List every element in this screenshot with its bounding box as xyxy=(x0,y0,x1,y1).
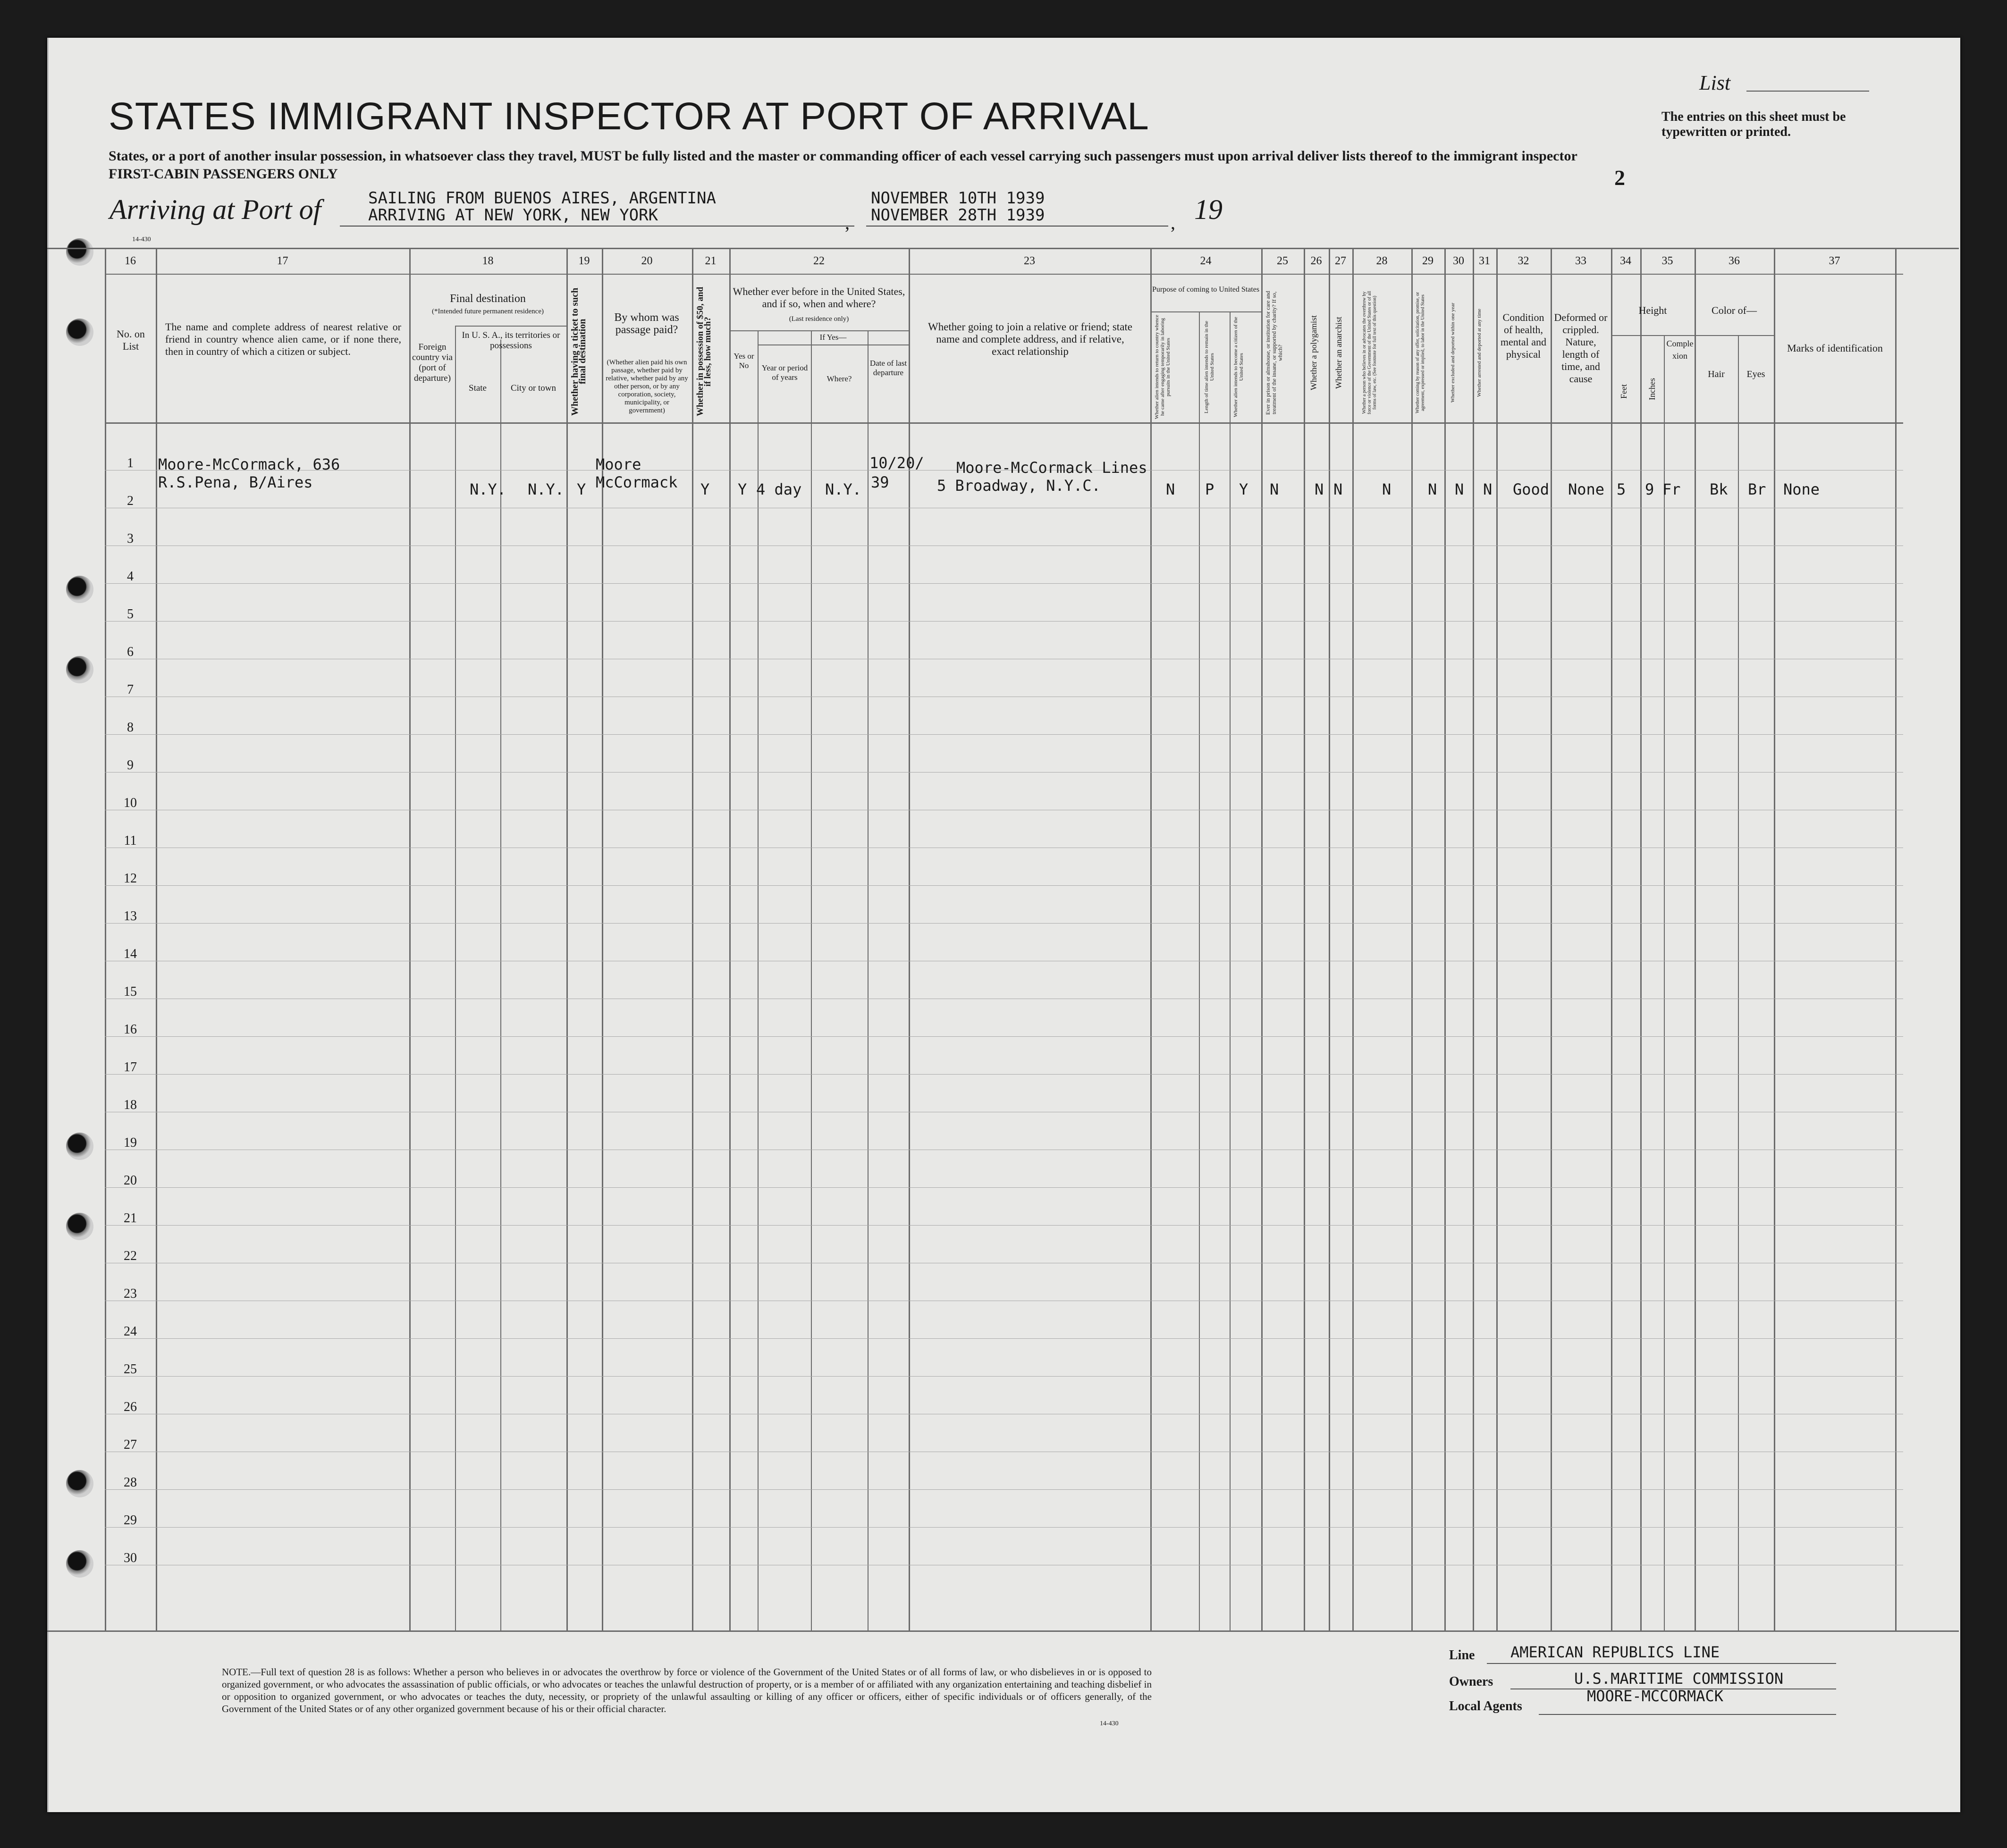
row-number: 10 xyxy=(124,796,137,810)
entry-hair: Bk xyxy=(1710,480,1728,498)
row-number: 18 xyxy=(124,1098,137,1112)
header-health: Condition of health, mental and physical xyxy=(1500,311,1547,360)
row-number: 20 xyxy=(124,1173,137,1188)
entry-date-line1: 10/20/ xyxy=(869,454,924,472)
col-line xyxy=(566,248,568,1630)
table-top-border xyxy=(47,248,1959,249)
row-line xyxy=(105,1376,1903,1377)
colnum-36: 36 xyxy=(1729,255,1740,267)
header-in-usa: In U. S. A., its territories or possessions xyxy=(462,330,560,351)
header-ticket: Whether having a ticket to such final destination xyxy=(570,287,588,416)
row-line xyxy=(105,772,1903,773)
punch-hole-icon xyxy=(66,1550,93,1578)
row-number: 25 xyxy=(124,1362,137,1377)
colnum-22: 22 xyxy=(813,255,825,267)
row-number: 30 xyxy=(124,1551,137,1565)
colnum-24: 24 xyxy=(1200,255,1212,267)
header-anarchist: Whether an anarchist xyxy=(1334,317,1343,389)
subheader-line xyxy=(758,344,909,345)
entry-paid-by-line1: Moore xyxy=(596,455,641,473)
punch-hole-icon xyxy=(66,1133,93,1160)
entry-where: N.Y. xyxy=(825,480,862,498)
col-line xyxy=(1199,311,1200,1630)
row-number: 4 xyxy=(127,569,134,584)
header-final-destination: Final destination xyxy=(450,293,526,305)
col-line xyxy=(692,248,693,1630)
colnum-18: 18 xyxy=(482,255,494,267)
class-line: FIRST-CABIN PASSENGERS ONLY xyxy=(109,166,338,182)
col-line xyxy=(409,248,411,1630)
row-number: 12 xyxy=(124,871,137,886)
port-underline xyxy=(340,226,854,227)
header-date-departure: Date of last departure xyxy=(869,359,907,377)
header-feet: Feet xyxy=(1619,384,1628,399)
row-line xyxy=(105,923,1903,924)
col-line xyxy=(1496,248,1498,1630)
entry-eyes: Br xyxy=(1748,480,1766,498)
row-number: 16 xyxy=(124,1022,137,1037)
header-arrested: Whether arrested and deported at any time xyxy=(1476,309,1482,397)
entry-purpose-citizen: Y xyxy=(1239,480,1248,498)
header-fifty-dollars: Whether in possession of $50, and if less, how much? xyxy=(695,286,713,417)
header-ever-before-note: (Last residence only) xyxy=(789,315,849,323)
col-line xyxy=(1895,248,1897,1630)
entry-state: N.Y. xyxy=(470,480,506,498)
header-if-yes: If Yes— xyxy=(819,333,847,342)
year-prefix: 19 xyxy=(1194,194,1223,225)
col-line xyxy=(1304,248,1305,1630)
col-line xyxy=(1551,248,1552,1630)
header-hair: Hair xyxy=(1708,369,1725,379)
entry-complexion: Fr xyxy=(1662,480,1681,498)
footer-form-code: 14-430 xyxy=(1100,1720,1119,1727)
col-line xyxy=(729,248,731,1630)
row-number: 19 xyxy=(124,1135,137,1150)
col-line xyxy=(156,248,157,1630)
header-passage-note: (Whether alien paid his own passage, whether paid by relative, whether paid by any other person, or by any corporation, society, municipality, or government) xyxy=(606,359,688,414)
header-yes-no: Yes or No xyxy=(734,352,754,370)
colnum-16: 16 xyxy=(125,255,136,267)
col-line xyxy=(1473,248,1474,1630)
row-line xyxy=(105,621,1903,622)
row-line xyxy=(105,885,1903,886)
comma-mark: , xyxy=(845,212,850,233)
colnum-26: 26 xyxy=(1310,255,1322,267)
entry-excluded: N xyxy=(1455,480,1464,498)
colnum-33: 33 xyxy=(1575,255,1586,267)
col-line xyxy=(1611,248,1612,1630)
date-line-2: NOVEMBER 28TH 1939 xyxy=(871,206,1045,225)
entry-before-yesno: Y xyxy=(738,480,747,498)
colnum-27: 27 xyxy=(1335,255,1346,267)
table-bottom-border xyxy=(47,1630,1959,1632)
row-number: 8 xyxy=(127,720,134,735)
row-number: 27 xyxy=(124,1437,137,1452)
owners-label: Owners xyxy=(1449,1674,1493,1689)
col-line xyxy=(1640,248,1642,1630)
line-underline xyxy=(1487,1663,1836,1664)
entry-period: 4 day xyxy=(756,480,802,498)
colnum-32: 32 xyxy=(1518,255,1529,267)
entry-anarchist: N xyxy=(1333,480,1343,498)
col-line xyxy=(1352,248,1354,1630)
subheader-line xyxy=(1695,335,1774,336)
col-line xyxy=(1261,248,1263,1630)
header-bottom-border xyxy=(105,422,1903,424)
entries-note: The entries on this sheet must be typewritten or printed. xyxy=(1661,109,1846,139)
colnum-29: 29 xyxy=(1422,255,1434,267)
colnum-30: 30 xyxy=(1453,255,1464,267)
entry-fifty: Y xyxy=(700,480,710,498)
row-number: 11 xyxy=(124,833,137,848)
header-foreign-country: Foreign country via (port of departure) xyxy=(412,342,453,383)
col-line xyxy=(1230,311,1231,1630)
arriving-label: Arriving at Port of xyxy=(110,194,321,225)
entry-marks: None xyxy=(1783,480,1820,498)
header-height: Height xyxy=(1638,304,1667,316)
row-number: 26 xyxy=(124,1400,137,1414)
header-color-of: Color of— xyxy=(1712,304,1757,316)
colnum-19: 19 xyxy=(578,255,590,267)
col-line xyxy=(1150,248,1152,1630)
row-line xyxy=(105,1527,1903,1528)
entry-purpose-length: P xyxy=(1205,480,1214,498)
col-line xyxy=(1695,248,1696,1630)
date-underline xyxy=(866,226,1168,227)
entry-relative-line2: R.S.Pena, B/Aires xyxy=(158,473,313,491)
subheader-line xyxy=(1150,311,1261,312)
row-number: 13 xyxy=(124,909,137,924)
manifest-sheet xyxy=(47,38,1960,1812)
entry-overthrow: N xyxy=(1382,480,1391,498)
row-number: 24 xyxy=(124,1324,137,1339)
header-marks: Marks of identification xyxy=(1787,342,1883,354)
colnum-35: 35 xyxy=(1661,255,1673,267)
row-number: 23 xyxy=(124,1286,137,1301)
row-line xyxy=(105,1489,1903,1490)
header-state: State xyxy=(469,383,487,393)
punch-hole-icon xyxy=(66,576,93,603)
header-overthrow: Whether a person who believes in or advocates the overthrow by force or violence of the Government of the United States or of all forms of law, etc. (See footnote for full text of this question) xyxy=(1362,291,1377,415)
entry-arrested: N xyxy=(1483,480,1493,498)
instruction-text: States, or a port of another insular possession, in whatsoever class they travel, MUST be fully listed and the master or commanding officer of each vessel carrying such passengers must upon arrival deliver lists thereof to the immigrant inspector xyxy=(109,148,1577,164)
colnum-25: 25 xyxy=(1277,255,1288,267)
col-line xyxy=(1411,248,1413,1630)
colnum-divider xyxy=(105,274,1903,275)
entry-feet: 5 xyxy=(1617,480,1626,498)
row-number: 22 xyxy=(124,1249,137,1263)
entry-join-line2: 5 Broadway, N.Y.C. xyxy=(937,477,1101,495)
footer-note: NOTE.—Full text of question 28 is as follows: Whether a person who believes in or advocates the overthrow by force or violence of the Government of the United States or of all forms of law, or who disbelieves in or is opposed to organized government, or who advocates the assassination of public officials, or who advocates or teaches the unlawful destruction of property, or is a member of or affiliated with any organization entertaining and teaching disbelief in or opposition to organized government, or who advocates or teaches the duty, necessity, or propriety of the unlawful assaulting or killing of any officer or officers, either of specific individuals or of officers generally, of the Government of the United States or of any other organized government because of his or their official character. xyxy=(222,1666,1152,1714)
agents-label: Local Agents xyxy=(1449,1699,1522,1714)
entry-health: Good xyxy=(1513,480,1550,498)
row-number: 3 xyxy=(127,531,134,546)
header-purpose-return: Whether alien intends to return to country whence he came after engaging temporarily in laboring pursuits in the United States xyxy=(1154,315,1171,419)
agents-value: MOORE-MCCORMACK xyxy=(1587,1687,1723,1705)
subheader-line xyxy=(455,326,566,327)
punch-hole-icon xyxy=(66,319,93,346)
entry-city: N.Y. xyxy=(528,480,565,498)
header-polygamist: Whether a polygamist xyxy=(1309,315,1318,390)
colnum-17: 17 xyxy=(277,255,288,267)
row-number: 6 xyxy=(127,645,134,659)
col-line xyxy=(811,330,812,1630)
list-line xyxy=(1746,91,1869,92)
subheader-line xyxy=(1611,335,1695,336)
entry-inches: 9 xyxy=(1645,480,1654,498)
row-number: 17 xyxy=(124,1060,137,1075)
header-inches: Inches xyxy=(1647,378,1657,401)
row-number: 21 xyxy=(124,1211,137,1226)
agents-underline xyxy=(1539,1714,1836,1715)
sailing-line: SAILING FROM BUENOS AIRES, ARGENTINA xyxy=(368,189,716,208)
header-passage-paid: By whom was passage paid? xyxy=(614,311,679,336)
sheet-number: 2 xyxy=(1614,166,1625,190)
col-line xyxy=(868,330,869,1630)
colnum-37: 37 xyxy=(1829,255,1840,267)
header-year-period: Year or period of years xyxy=(761,363,808,382)
entry-polygamist: N xyxy=(1315,480,1324,498)
line-value: AMERICAN REPUBLICS LINE xyxy=(1510,1643,1720,1661)
arriving-line: ARRIVING AT NEW YORK, NEW YORK xyxy=(368,206,658,225)
header-eyes: Eyes xyxy=(1746,369,1765,379)
colnum-23: 23 xyxy=(1024,255,1035,267)
subheader-line xyxy=(729,330,909,331)
header-purpose-length: Length of time alien intends to remain in the United States xyxy=(1204,320,1215,413)
entry-ticket: Y xyxy=(577,480,586,498)
header-purpose-citizen: Whether alien intends to become a citizen of the United States xyxy=(1233,317,1244,417)
row-number: 2 xyxy=(127,494,134,508)
entry-paid-by-line2: McCormack xyxy=(596,473,678,491)
header-city: City or town xyxy=(510,383,557,393)
row-number: 1 xyxy=(127,456,134,470)
row-line xyxy=(105,1225,1903,1226)
header-join-relative: Whether going to join a relative or friend; state name and complete address, and if relative, exact relationship xyxy=(928,321,1132,357)
col-line xyxy=(500,340,501,1630)
entry-relative-line1: Moore-McCormack, 636 xyxy=(158,455,340,473)
date-line-1: NOVEMBER 10TH 1939 xyxy=(871,189,1045,208)
header-ever-before: Whether ever before in the United States, and if so, when and where? xyxy=(733,286,905,310)
col-line xyxy=(758,330,759,1630)
header-excluded: Whether excluded and deported within one year xyxy=(1450,302,1456,403)
col-line xyxy=(455,326,456,1630)
row-number: 15 xyxy=(124,984,137,999)
colnum-28: 28 xyxy=(1376,255,1388,267)
header-relative-address: The name and complete address of nearest relative or friend in country whence alien came, or if none there, then in country of which a citizen or subject. xyxy=(165,321,401,357)
row-number: 28 xyxy=(124,1475,137,1490)
row-line xyxy=(105,1036,1903,1037)
owners-value: U.S.MARITIME COMMISSION xyxy=(1574,1670,1784,1688)
entry-date-line2: 39 xyxy=(871,473,889,491)
col-line xyxy=(1444,248,1446,1630)
row-number: 5 xyxy=(127,607,134,622)
row-number: 7 xyxy=(127,682,134,697)
header-final-destination-note: (*Intended future permanent residence) xyxy=(432,308,544,315)
header-labor-offer: Whether coming by reason of any offer, solicitation, promise, or agreement, expressed or implied, to labor in the United States xyxy=(1415,292,1425,414)
row-number: 29 xyxy=(124,1513,137,1528)
header-prison: Ever in prison or almshouse, or institution for care and treatment of the insane, or supported by charity? If so, which? xyxy=(1265,291,1283,415)
punch-hole-icon xyxy=(66,656,93,683)
header-no-on-list: No. on List xyxy=(117,328,145,352)
form-code-top: 14-430 xyxy=(132,236,151,243)
page-title: STATES IMMIGRANT INSPECTOR AT PORT OF ARRIVAL xyxy=(109,95,1149,138)
col-line xyxy=(1664,335,1665,1630)
row-line xyxy=(105,1074,1903,1075)
line-label: Line xyxy=(1449,1648,1475,1663)
punch-hole-icon xyxy=(66,238,93,266)
list-label: List xyxy=(1699,71,1731,94)
row-line xyxy=(105,1338,1903,1339)
row-line xyxy=(105,583,1903,584)
row-line xyxy=(105,1187,1903,1188)
col-line xyxy=(1774,248,1775,1630)
punch-hole-icon xyxy=(66,1213,93,1240)
header-deformed: Deformed or crippled. Nature, length of time, and cause xyxy=(1554,311,1608,385)
colnum-34: 34 xyxy=(1620,255,1631,267)
col-line xyxy=(1329,248,1330,1630)
header-purpose: Purpose of coming to United States xyxy=(1152,286,1260,294)
entry-prison: N xyxy=(1270,480,1279,498)
entry-labor-offer: N xyxy=(1428,480,1437,498)
header-where: Where? xyxy=(826,374,852,383)
comma-mark-2: , xyxy=(1171,212,1175,233)
colnum-20: 20 xyxy=(641,255,653,267)
row-line xyxy=(105,734,1903,735)
colnum-21: 21 xyxy=(705,255,717,267)
col-line xyxy=(1738,335,1739,1630)
entry-deformed: None xyxy=(1568,480,1605,498)
col-line xyxy=(105,248,106,1630)
header-complexion: Complexion xyxy=(1666,339,1694,361)
row-number: 9 xyxy=(127,758,134,773)
punch-hole-icon xyxy=(66,1470,93,1497)
row-number: 14 xyxy=(124,947,137,961)
entry-purpose-return: N xyxy=(1166,480,1175,498)
entry-join-line1: Moore-McCormack Lines xyxy=(956,459,1147,477)
colnum-31: 31 xyxy=(1479,255,1490,267)
